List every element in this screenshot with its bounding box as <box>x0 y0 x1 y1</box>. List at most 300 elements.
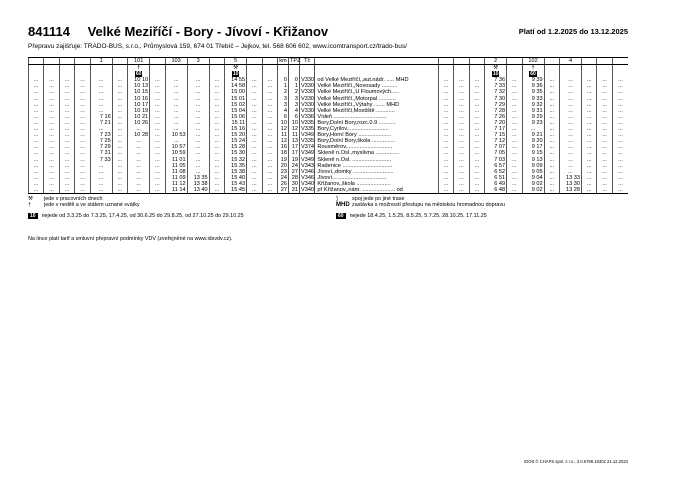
legend-item-badge-10: 10 nejede od 3.3.25 do 7.3.25, 17.4.25, od 30.6.25 do 29.8.25, od 27.10.25 do 29.10.25 <box>30 212 244 219</box>
empty-cell: ... <box>597 163 612 169</box>
trip-number: 103 <box>165 58 187 65</box>
departure-time: 13 28 <box>560 187 582 194</box>
departure-time: 7 12 <box>485 138 507 144</box>
empty-cell: ... <box>75 157 90 163</box>
empty-cell: ... <box>150 108 165 114</box>
empty-cell: ... <box>454 77 469 83</box>
empty-cell: ... <box>44 126 59 132</box>
empty-cell: ... <box>582 83 597 89</box>
badge-60: 60 <box>338 212 344 219</box>
empty-cell: ... <box>29 77 44 83</box>
empty-cell: ... <box>262 163 277 169</box>
trip-symbol <box>612 65 628 72</box>
empty-cell: ... <box>59 108 74 114</box>
empty-cell: ... <box>262 132 277 138</box>
empty-cell: ... <box>469 187 484 194</box>
empty-cell: ... <box>112 132 127 138</box>
departure-time: 7 23 <box>90 132 112 138</box>
departure-time: ... <box>560 120 582 126</box>
departure-time: 9 29 <box>522 114 544 120</box>
empty-cell: ... <box>454 89 469 95</box>
tc-value: V330 <box>300 101 315 108</box>
tpz-value: 24 <box>288 163 299 169</box>
tpz-value: 1 <box>288 83 299 89</box>
empty-cell: ... <box>209 89 224 95</box>
badge-60: 60 <box>135 71 142 78</box>
empty-cell: ... <box>59 157 74 163</box>
km-header: km <box>279 58 287 64</box>
departure-time: 9 36 <box>522 83 544 89</box>
tpz-value: 30 <box>288 181 299 187</box>
stop-name: Jívoví................................... <box>315 175 438 181</box>
empty-cell: ... <box>544 144 559 150</box>
empty-cell: ... <box>29 114 44 120</box>
empty-cell: ... <box>150 83 165 89</box>
empty-cell: ... <box>544 102 559 108</box>
tc-value: V340 <box>300 186 315 193</box>
stop-name: Velké Meziříčí,,U Floumových..... <box>315 89 438 95</box>
empty-cell: ... <box>75 187 90 194</box>
empty-cell: ... <box>75 144 90 150</box>
tc-value: V349 <box>300 156 315 163</box>
empty-cell: ... <box>454 96 469 102</box>
cross-icon: † <box>28 202 31 209</box>
km-value: 3 <box>277 102 288 108</box>
header-cell <box>150 58 165 65</box>
empty-cell: ... <box>469 77 484 83</box>
empty-cell: ... <box>262 187 277 194</box>
empty-cell: ... <box>469 114 484 120</box>
departure-time: 9 32 <box>522 102 544 108</box>
empty-cell: ... <box>612 144 628 150</box>
badge-10: 10 <box>30 212 36 219</box>
empty-cell: ... <box>582 150 597 156</box>
empty-cell: ... <box>507 96 522 102</box>
empty-cell: ... <box>454 102 469 108</box>
departure-time: ... <box>165 120 187 126</box>
empty-cell: ... <box>454 120 469 126</box>
empty-cell: ... <box>544 187 559 194</box>
empty-cell: ... <box>59 96 74 102</box>
header-cell <box>262 58 277 65</box>
trip-number: 3 <box>187 58 209 65</box>
empty-cell: ... <box>438 102 453 108</box>
departure-time: 13 38 <box>187 181 209 187</box>
departure-time: ... <box>128 175 150 181</box>
departure-time: 10 19 <box>128 108 150 114</box>
departure-time: 6 52 <box>485 169 507 175</box>
empty-cell: ... <box>438 132 453 138</box>
empty-cell: ... <box>247 108 262 114</box>
header-cell <box>75 58 90 65</box>
empty-cell: ... <box>209 120 224 126</box>
tc-value: V335 <box>300 138 315 145</box>
header-cell <box>29 58 44 65</box>
empty-cell: ... <box>454 175 469 181</box>
departure-time: ... <box>90 175 112 181</box>
empty-cell: ... <box>247 120 262 126</box>
departure-time: 15 16 <box>225 126 247 132</box>
departure-time: ... <box>90 77 112 83</box>
departure-time: 15 01 <box>225 96 247 102</box>
trip-symbol: † <box>128 65 150 72</box>
departure-time: ... <box>165 114 187 120</box>
empty-cell: ... <box>544 89 559 95</box>
tc-value: V349 <box>300 150 315 157</box>
empty-cell: ... <box>29 102 44 108</box>
km-value: 2 <box>277 89 288 95</box>
empty-cell: ... <box>75 132 90 138</box>
empty-cell: ... <box>247 126 262 132</box>
empty-cell: ... <box>29 187 44 194</box>
empty-cell: ... <box>597 181 612 187</box>
departure-time: ... <box>128 169 150 175</box>
departure-time: 9 05 <box>522 169 544 175</box>
trip-symbol <box>165 65 187 72</box>
empty-cell: ... <box>507 150 522 156</box>
departure-time: ... <box>187 138 209 144</box>
empty-cell: ... <box>612 163 628 169</box>
trip-symbol <box>288 65 299 72</box>
header-cell <box>544 58 559 65</box>
header-cell <box>582 58 597 65</box>
departure-time: 10 28 <box>128 132 150 138</box>
empty-cell: ... <box>112 126 127 132</box>
departure-time: 6 49 <box>485 181 507 187</box>
empty-cell: ... <box>209 187 224 194</box>
empty-cell: ... <box>544 96 559 102</box>
empty-cell: ... <box>454 114 469 120</box>
departure-time: 7 29 <box>485 102 507 108</box>
empty-cell: ... <box>247 181 262 187</box>
empty-cell: ... <box>75 77 90 83</box>
badge-10: 10 <box>232 71 239 78</box>
trip-symbol <box>59 65 74 72</box>
empty-cell: ... <box>112 114 127 120</box>
departure-time: 10 10 <box>128 77 150 83</box>
imprint: IDOS © CHAPS spol. s r.o., 3.0.6798.19302 21.12.2024 <box>524 459 628 464</box>
empty-cell: ... <box>262 96 277 102</box>
tpz-value: 27 <box>288 169 299 175</box>
departure-time: 15 00 <box>225 89 247 95</box>
departure-time: ... <box>560 144 582 150</box>
empty-cell: ... <box>44 181 59 187</box>
tc-value: V330 <box>300 77 315 84</box>
departure-time: 15 24 <box>225 138 247 144</box>
departure-time: ... <box>90 169 112 175</box>
tc-header: Tč <box>299 58 314 65</box>
empty-cell: ... <box>544 175 559 181</box>
departure-time: 7 07 <box>485 144 507 150</box>
empty-cell: ... <box>247 187 262 194</box>
empty-cell: ... <box>454 138 469 144</box>
empty-cell: ... <box>29 175 44 181</box>
route-title: Velké Meziříčí - Bory - Jívoví - Křižanov <box>87 24 329 39</box>
trip-number: 1 <box>90 58 112 65</box>
empty-cell: ... <box>582 181 597 187</box>
empty-cell: ... <box>75 83 90 89</box>
empty-cell: ... <box>438 126 453 132</box>
empty-cell: ... <box>469 132 484 138</box>
carrier-text: Přepravu zajišťuje: TRADO-BUS, s.r.o., Průmyslová 159, 674 01 Třebíč – Jejkov, tel. 568 606 602, www.icomtransport.cz/trado-bus/ <box>28 43 407 50</box>
empty-cell: ... <box>612 169 628 175</box>
header-cell <box>315 58 438 65</box>
empty-cell: ... <box>597 108 612 114</box>
departure-time: 7 30 <box>485 96 507 102</box>
empty-cell: ... <box>247 138 262 144</box>
tpz-value: 4 <box>288 108 299 114</box>
departure-time: ... <box>560 83 582 89</box>
trip-number: 101 <box>128 58 150 65</box>
empty-cell: ... <box>262 108 277 114</box>
trip-symbol <box>597 65 612 72</box>
empty-cell: ... <box>507 187 522 194</box>
empty-cell: ... <box>469 157 484 163</box>
departure-time: 15 38 <box>225 169 247 175</box>
departure-time: 9 35 <box>522 89 544 95</box>
empty-cell: ... <box>507 163 522 169</box>
header-cell <box>59 58 74 65</box>
departure-time: ... <box>90 89 112 95</box>
departure-time: ... <box>560 138 582 144</box>
empty-cell: ... <box>582 169 597 175</box>
empty-cell: ... <box>454 187 469 194</box>
km-value: 4 <box>277 108 288 114</box>
trip-symbol <box>277 65 288 72</box>
empty-cell: ... <box>612 126 628 132</box>
stop-name: Křižanov,,škola ...................... <box>315 181 438 187</box>
empty-cell: ... <box>597 77 612 83</box>
empty-cell: ... <box>44 108 59 114</box>
empty-cell: ... <box>44 77 59 83</box>
km-value: 27 <box>277 187 288 194</box>
empty-cell: ... <box>247 96 262 102</box>
empty-cell: ... <box>59 114 74 120</box>
stop-name: Velké Meziříčí,,Motorpal ........... <box>315 96 438 102</box>
stop-name: Jívoví,,domky .......................... <box>315 169 438 175</box>
empty-cell: ... <box>469 83 484 89</box>
empty-cell: ... <box>469 108 484 114</box>
departure-time: ... <box>128 157 150 163</box>
empty-cell: ... <box>150 120 165 126</box>
empty-cell: ... <box>59 181 74 187</box>
empty-cell: ... <box>507 77 522 83</box>
empty-cell: ... <box>507 83 522 89</box>
departure-time: 15 06 <box>225 114 247 120</box>
departure-time: ... <box>187 83 209 89</box>
empty-cell: ... <box>209 150 224 156</box>
empty-cell: ... <box>507 114 522 120</box>
empty-cell: ... <box>44 187 59 194</box>
km-value: 3 <box>277 96 288 102</box>
departure-time: 10 57 <box>165 144 187 150</box>
departure-time: ... <box>560 108 582 114</box>
empty-cell: ... <box>469 181 484 187</box>
km-value: 0 <box>277 77 288 83</box>
empty-cell: ... <box>150 89 165 95</box>
tpz-value: 31 <box>288 187 299 194</box>
departure-time: ... <box>522 126 544 132</box>
departure-time: 7 20 <box>485 120 507 126</box>
empty-cell: ... <box>544 181 559 187</box>
legend-item-workdays: ⚒ jede v pracovních dnech <box>28 196 103 202</box>
departure-time: ... <box>560 102 582 108</box>
stop-name: Rousměrov.............................. <box>315 144 438 150</box>
trip-symbol <box>112 65 127 72</box>
route-header <box>28 24 328 39</box>
departure-time: 9 09 <box>522 163 544 169</box>
empty-cell: ... <box>59 187 74 194</box>
departure-time: ... <box>90 181 112 187</box>
tariff-note: Na lince platí tarif a smluvní přepravní podmínky VDV (zveřejněné na www.idsvdv.cz). <box>28 236 233 242</box>
empty-cell: ... <box>262 120 277 126</box>
empty-cell: ... <box>59 120 74 126</box>
empty-cell: ... <box>75 120 90 126</box>
legend-item-badge-60: 60 nejede 18.4.25, 1.5.25, 8.5.25, 5.7.25, 28.10.25, 17.11.25 <box>338 212 487 219</box>
tc-value: V330 <box>300 107 315 114</box>
empty-cell: ... <box>247 157 262 163</box>
departure-time: ... <box>187 150 209 156</box>
empty-cell: ... <box>44 83 59 89</box>
trip-number: 5 <box>225 58 247 65</box>
empty-cell: ... <box>454 157 469 163</box>
empty-cell: ... <box>29 83 44 89</box>
legend-right <box>336 196 505 219</box>
departure-time: 13 40 <box>187 187 209 194</box>
empty-cell: ... <box>75 175 90 181</box>
empty-cell: ... <box>469 138 484 144</box>
tpz-header: TPZ <box>289 58 301 64</box>
empty-cell: ... <box>247 163 262 169</box>
departure-time: ... <box>165 96 187 102</box>
departure-time: ... <box>187 169 209 175</box>
legend-item-other-route: ⟆ spoj jede po jiné trase <box>336 196 405 202</box>
departure-time: ... <box>187 114 209 120</box>
empty-cell: ... <box>75 138 90 144</box>
km-value: 19 <box>277 157 288 163</box>
empty-cell: ... <box>75 150 90 156</box>
empty-cell: ... <box>544 150 559 156</box>
empty-cell: ... <box>597 89 612 95</box>
empty-cell: ... <box>112 83 127 89</box>
empty-cell: ... <box>44 96 59 102</box>
empty-cell: ... <box>112 108 127 114</box>
empty-cell: ... <box>247 132 262 138</box>
trip-symbol <box>247 65 262 72</box>
trip-symbol <box>150 65 165 72</box>
stop-name: Velké Meziříčí,,Novosady .......... <box>315 83 438 89</box>
empty-cell: ... <box>150 138 165 144</box>
empty-cell: ... <box>75 126 90 132</box>
empty-cell: ... <box>469 169 484 175</box>
departure-time: 7 32 <box>485 89 507 95</box>
empty-cell: ... <box>29 126 44 132</box>
header-cell <box>438 58 453 65</box>
validity-text: Platí od 1.2.2025 do 13.12.2025 <box>518 27 628 36</box>
departure-time: 7 25 <box>90 138 112 144</box>
empty-cell: ... <box>44 120 59 126</box>
stop-name: Skleně n.Osl. ......................... <box>315 157 438 163</box>
empty-cell: ... <box>209 96 224 102</box>
stop-name: Bory,Dolní Bory,rozc.0.9 ........... <box>315 120 438 126</box>
departure-time: ... <box>560 126 582 132</box>
departure-time: 6 57 <box>485 163 507 169</box>
empty-cell: ... <box>597 144 612 150</box>
departure-time: 9 21 <box>522 132 544 138</box>
tc-value: V374 <box>300 144 315 151</box>
km-value: 6 <box>277 114 288 120</box>
departure-time: ... <box>90 163 112 169</box>
km-value: 10 <box>277 120 288 126</box>
empty-cell: ... <box>112 96 127 102</box>
empty-cell: ... <box>597 187 612 194</box>
tpz-value: 17 <box>288 150 299 156</box>
badge-60: 60 <box>530 71 536 78</box>
km-value: 11 <box>277 132 288 138</box>
empty-cell: ... <box>59 138 74 144</box>
empty-cell: ... <box>582 114 597 120</box>
empty-cell: ... <box>75 89 90 95</box>
empty-cell: ... <box>469 150 484 156</box>
timetable <box>28 57 628 194</box>
mhd-label: MHD <box>336 202 350 209</box>
empty-cell: ... <box>438 163 453 169</box>
empty-cell: ... <box>507 108 522 114</box>
empty-cell: ... <box>247 175 262 181</box>
empty-cell: ... <box>150 126 165 132</box>
departure-time: 9 02 <box>522 187 544 194</box>
empty-cell: ... <box>612 83 628 89</box>
departure-time: 13 33 <box>560 175 582 181</box>
departure-time: ... <box>128 187 150 194</box>
empty-cell: ... <box>112 169 127 175</box>
departure-time: ... <box>165 126 187 132</box>
empty-cell: ... <box>612 187 628 194</box>
empty-cell: ... <box>29 132 44 138</box>
empty-cell: ... <box>262 175 277 181</box>
empty-cell: ... <box>209 138 224 144</box>
departure-time: 11 01 <box>165 157 187 163</box>
empty-cell: ... <box>112 138 127 144</box>
trip-symbol <box>75 65 90 72</box>
empty-cell: ... <box>544 169 559 175</box>
empty-cell: ... <box>438 96 453 102</box>
empty-cell: ... <box>612 108 628 114</box>
km-value: 1 <box>277 83 288 89</box>
empty-cell: ... <box>209 108 224 114</box>
empty-cell: ... <box>75 102 90 108</box>
departure-time: 9 31 <box>522 108 544 114</box>
line-number: 841114 <box>28 24 70 39</box>
departure-time: ... <box>187 120 209 126</box>
empty-cell: ... <box>507 144 522 150</box>
empty-cell: ... <box>44 144 59 150</box>
departure-time: ... <box>90 102 112 108</box>
empty-cell: ... <box>454 144 469 150</box>
empty-cell: ... <box>454 150 469 156</box>
departure-time: 9 23 <box>522 120 544 126</box>
empty-cell: ... <box>44 175 59 181</box>
empty-cell: ... <box>597 83 612 89</box>
empty-cell: ... <box>454 181 469 187</box>
empty-cell: ... <box>507 89 522 95</box>
departure-time: ... <box>165 102 187 108</box>
empty-cell: ... <box>247 144 262 150</box>
empty-cell: ... <box>29 89 44 95</box>
departure-time: ... <box>187 89 209 95</box>
departure-time: 7 33 <box>485 83 507 89</box>
departure-time: 15 11 <box>225 120 247 126</box>
